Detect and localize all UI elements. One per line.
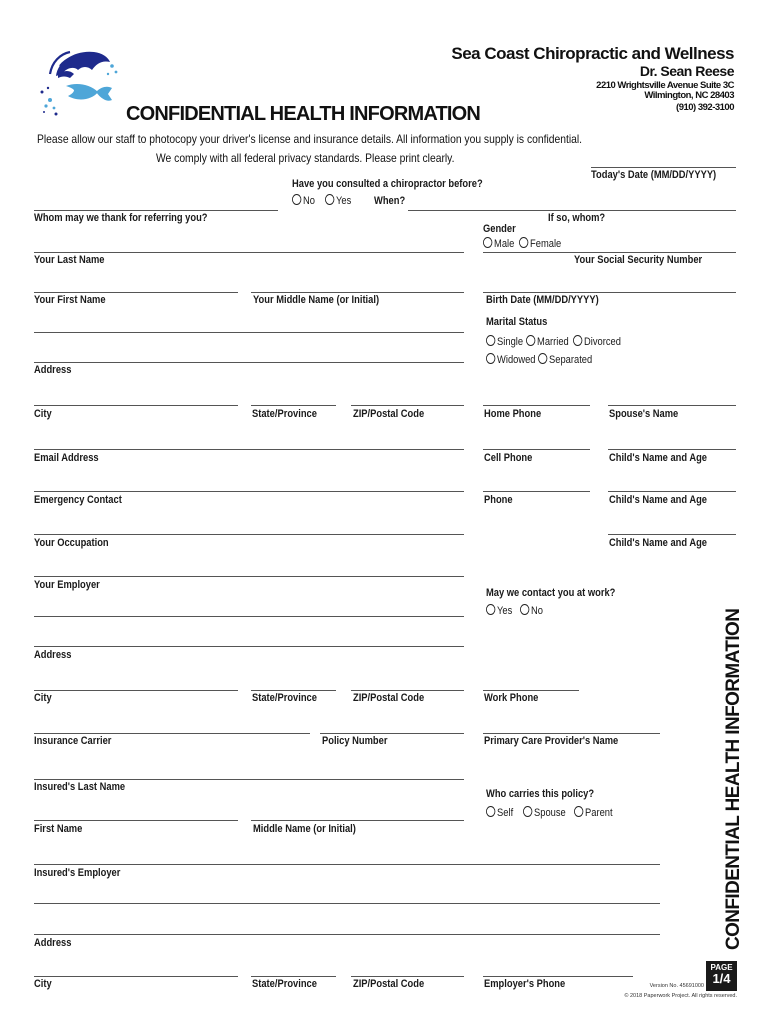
- work-phone-label: Work Phone: [484, 692, 539, 704]
- employer-state-line[interactable]: [251, 690, 336, 691]
- page-badge-number: 1/4: [712, 971, 731, 986]
- intro-line-2: We comply with all federal privacy standards. Please print clearly.: [156, 151, 455, 165]
- insured-last-name-label: Insured's Last Name: [34, 781, 126, 793]
- child-3-line[interactable]: [608, 534, 736, 535]
- insurance-carrier-line[interactable]: [34, 733, 310, 734]
- marital-divorced-option[interactable]: Divorced: [573, 335, 621, 348]
- child-3-label: Child's Name and Age: [609, 537, 708, 549]
- employer-line[interactable]: [34, 576, 464, 577]
- emergency-contact-line[interactable]: [34, 491, 464, 492]
- practice-address-line2: Wilmington, NC 28403: [644, 90, 734, 101]
- marital-married-option[interactable]: Married: [526, 335, 569, 348]
- address-top-line[interactable]: [34, 332, 464, 333]
- emergency-contact-label: Emergency Contact: [34, 494, 122, 506]
- work-phone-line[interactable]: [483, 690, 579, 691]
- first-name-label: Your First Name: [34, 294, 106, 306]
- gender-label: Gender: [483, 223, 516, 235]
- page-title: CONFIDENTIAL HEALTH INFORMATION: [126, 103, 481, 125]
- insured-middle-name-line[interactable]: [251, 820, 464, 821]
- zip-label: ZIP/Postal Code: [353, 408, 425, 420]
- radio-icon[interactable]: [486, 806, 495, 817]
- phone-line[interactable]: [483, 491, 590, 492]
- insured-middle-name-label: Middle Name (or Initial): [253, 823, 356, 835]
- consulted-label: Have you consulted a chiropractor before?: [292, 178, 483, 190]
- fish-logo: [36, 44, 126, 116]
- last-name-label: Your Last Name: [34, 254, 105, 266]
- email-label: Email Address: [34, 452, 99, 464]
- insurance-carrier-label: Insurance Carrier: [34, 735, 112, 747]
- email-line[interactable]: [34, 449, 464, 450]
- who-carries-label: Who carries this policy?: [486, 788, 595, 800]
- home-phone-label: Home Phone: [484, 408, 542, 420]
- radio-icon[interactable]: [538, 353, 547, 364]
- insured-employer-label: Insured's Employer: [34, 867, 121, 879]
- insured-last-name-line[interactable]: [34, 779, 464, 780]
- employer-state-label: State/Province: [252, 692, 317, 704]
- carrier-parent-option[interactable]: Parent: [574, 806, 613, 819]
- version-text: Version No. 45691000: [649, 983, 704, 989]
- if-so-whom-label: If so, whom?: [548, 212, 606, 224]
- marital-separated-option[interactable]: Separated: [538, 353, 592, 366]
- radio-icon[interactable]: [520, 604, 529, 615]
- city-label: City: [34, 408, 52, 420]
- gender-female-option[interactable]: Female: [519, 237, 561, 250]
- intro-line-1: Please allow our staff to photocopy your driver's license and insurance details. All information you supply is confidential.: [37, 132, 583, 146]
- insured-first-name-line[interactable]: [34, 820, 238, 821]
- consulted-yes-option[interactable]: Yes: [325, 194, 351, 207]
- child-2-label: Child's Name and Age: [609, 494, 708, 506]
- contact-at-work-label: May we contact you at work?: [486, 587, 616, 599]
- employer-address-label: Address: [34, 649, 72, 661]
- marital-widowed-option[interactable]: Widowed: [486, 353, 536, 366]
- referring-label: Whom may we thank for referring you?: [34, 212, 208, 224]
- employer-zip-line[interactable]: [351, 690, 464, 691]
- cell-phone-line[interactable]: [483, 449, 590, 450]
- ssn-line[interactable]: [483, 252, 736, 253]
- radio-icon[interactable]: [325, 194, 334, 205]
- insured-address-label: Address: [34, 937, 72, 949]
- radio-icon[interactable]: [486, 604, 495, 615]
- marital-status-label: Marital Status: [486, 316, 548, 328]
- policy-number-label: Policy Number: [322, 735, 388, 747]
- employer-zip-label: ZIP/Postal Code: [353, 692, 425, 704]
- doctor-name: Dr. Sean Reese: [639, 63, 734, 79]
- primary-care-label: Primary Care Provider's Name: [484, 735, 619, 747]
- copyright-text: © 2018 Paperwork Project. All rights reserved.: [624, 993, 737, 999]
- insured-zip-label: ZIP/Postal Code: [353, 978, 425, 990]
- insured-city-label: City: [34, 978, 52, 990]
- marital-single-option[interactable]: Single: [486, 335, 523, 348]
- insured-employer-line-2[interactable]: [34, 903, 660, 904]
- radio-icon[interactable]: [526, 335, 535, 346]
- carrier-self-option[interactable]: Self: [486, 806, 513, 819]
- middle-name-label: Your Middle Name (or Initial): [253, 294, 380, 306]
- address-line[interactable]: [34, 362, 464, 363]
- policy-number-line[interactable]: [320, 733, 464, 734]
- ssn-label: Your Social Security Number: [574, 254, 703, 266]
- occupation-line[interactable]: [34, 534, 464, 535]
- radio-icon[interactable]: [574, 806, 583, 817]
- address-label: Address: [34, 364, 72, 376]
- when-label: When?: [374, 195, 406, 207]
- employers-phone-line[interactable]: [483, 976, 633, 977]
- contact-work-yes-option[interactable]: Yes: [486, 604, 512, 617]
- child-2-line[interactable]: [608, 491, 736, 492]
- child-1-label: Child's Name and Age: [609, 452, 708, 464]
- employers-phone-label: Employer's Phone: [484, 978, 566, 990]
- occupation-label: Your Occupation: [34, 537, 109, 549]
- todays-date-label: Today's Date (MM/DD/YYYY): [591, 169, 717, 181]
- child-1-line[interactable]: [608, 449, 736, 450]
- employer-city-line[interactable]: [34, 690, 238, 691]
- when-line[interactable]: [408, 210, 736, 211]
- referring-line[interactable]: [34, 210, 278, 211]
- page-badge-label: PAGE: [710, 963, 733, 972]
- primary-care-line[interactable]: [483, 733, 660, 734]
- radio-icon[interactable]: [519, 237, 528, 248]
- middle-name-line[interactable]: [251, 292, 464, 293]
- radio-icon[interactable]: [483, 237, 492, 248]
- insured-state-line[interactable]: [251, 976, 336, 977]
- phone-label: Phone: [484, 494, 513, 506]
- todays-date-line[interactable]: [591, 167, 736, 168]
- side-title: CONFIDENTIAL HEALTH INFORMATION: [723, 608, 744, 950]
- birth-date-line[interactable]: [483, 292, 736, 293]
- spouses-name-line[interactable]: [608, 405, 736, 406]
- employer-city-label: City: [34, 692, 52, 704]
- radio-icon[interactable]: [573, 335, 582, 346]
- contact-work-no-option[interactable]: No: [520, 604, 543, 617]
- insured-city-line[interactable]: [34, 976, 238, 977]
- birth-date-label: Birth Date (MM/DD/YYYY): [486, 294, 599, 306]
- last-name-line[interactable]: [34, 252, 464, 253]
- state-line[interactable]: [251, 405, 336, 406]
- insured-address-line[interactable]: [34, 934, 660, 935]
- employer-line-2[interactable]: [34, 616, 464, 617]
- gender-male-option[interactable]: Male: [483, 237, 514, 250]
- radio-icon[interactable]: [523, 806, 532, 817]
- employer-address-line[interactable]: [34, 646, 464, 647]
- employer-label: Your Employer: [34, 579, 100, 591]
- consulted-no-option[interactable]: No: [292, 194, 315, 207]
- practice-address-line1: 2210 Wrightsville Avenue Suite 3C: [596, 80, 734, 91]
- radio-icon[interactable]: [486, 335, 495, 346]
- insured-first-name-label: First Name: [34, 823, 83, 835]
- practice-name: Sea Coast Chiropractic and Wellness: [451, 44, 734, 63]
- spouses-name-label: Spouse's Name: [609, 408, 679, 420]
- page-badge: [706, 961, 737, 991]
- city-line[interactable]: [34, 405, 238, 406]
- insured-employer-line[interactable]: [34, 864, 660, 865]
- first-name-line[interactable]: [34, 292, 238, 293]
- radio-icon[interactable]: [292, 194, 301, 205]
- cell-phone-label: Cell Phone: [484, 452, 533, 464]
- home-phone-line[interactable]: [483, 405, 590, 406]
- carrier-spouse-option[interactable]: Spouse: [523, 806, 566, 819]
- practice-phone: (910) 392-3100: [676, 102, 734, 113]
- zip-line[interactable]: [351, 405, 464, 406]
- insured-zip-line[interactable]: [351, 976, 464, 977]
- state-label: State/Province: [252, 408, 317, 420]
- radio-icon[interactable]: [486, 353, 495, 364]
- insured-state-label: State/Province: [252, 978, 317, 990]
